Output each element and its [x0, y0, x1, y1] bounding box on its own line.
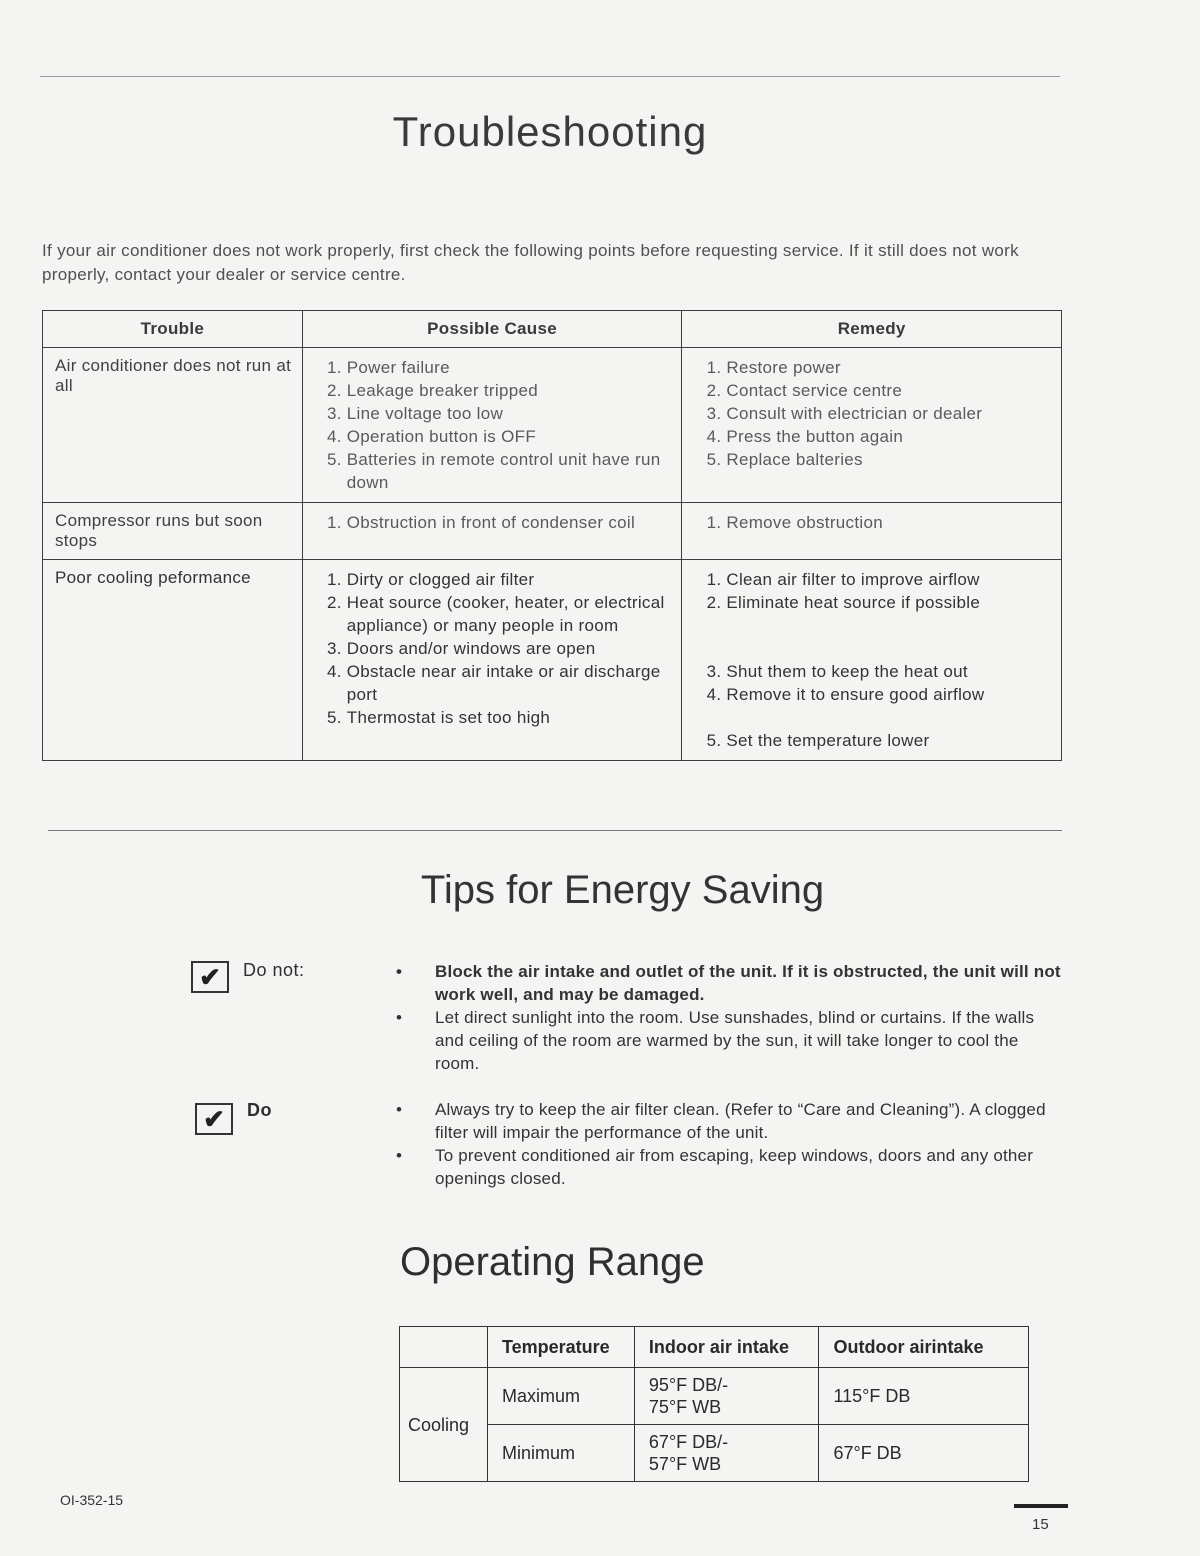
tip-text: To prevent conditioned air from escaping, keep windows, doors and any other openings closed. [435, 1146, 1034, 1188]
do-label: Do [247, 1100, 272, 1120]
cause-item: 3. Line voltage too low [347, 402, 672, 425]
bullet-icon: • [396, 962, 403, 981]
header-remedy: Remedy [682, 311, 1062, 348]
indoor-cell [634, 1425, 819, 1482]
indoor-value-line: 57°F WB [648, 1454, 722, 1474]
section-divider [48, 830, 1062, 831]
header-indoor: Indoor air intake [634, 1327, 819, 1368]
operating-range-table [399, 1326, 1029, 1482]
header-possible-cause: Possible Cause [302, 311, 682, 348]
remedy-item: 5. Replace balteries [726, 448, 1051, 471]
tip-text: Always try to keep the air filter clean. (Refer to “Care and Cleaning”). A clogged filter will impair the performance of the unit. [435, 1100, 1046, 1142]
indoor-value-line: 75°F WB [648, 1397, 722, 1417]
remedy-item: 4. Remove it to ensure good airflow [726, 683, 1051, 706]
cause-cell [302, 560, 682, 761]
table-row [43, 560, 1062, 761]
outdoor-cell: 115°F DB [819, 1368, 1029, 1425]
energy-title: Tips for Energy Saving [420, 868, 825, 912]
cause-item: 2. Leakage breaker tripped [347, 379, 672, 402]
list-item [392, 1098, 1062, 1144]
do-not-list [392, 960, 1062, 1075]
cause-item: 4. Obstacle near air intake or air discharge port [347, 660, 672, 706]
range-label-cell: Minimum [487, 1425, 634, 1482]
cause-cell [302, 348, 682, 503]
cause-item: 1. Power failure [347, 356, 672, 379]
range-label-cell: Maximum [487, 1368, 634, 1425]
indoor-cell [634, 1368, 819, 1425]
mode-cell: Cooling [400, 1368, 488, 1482]
table-row [43, 503, 1062, 560]
tip-text: Block the air intake and outlet of the unit. If it is obstructed, the unit will not work well, and may be damaged. [435, 962, 1061, 1004]
remedy-item: 2. Contact service centre [726, 379, 1051, 402]
bullet-icon: • [396, 1146, 403, 1165]
table-header-row [400, 1327, 1029, 1368]
operating-range-title: Operating Range [400, 1240, 705, 1284]
page-number-bar [1014, 1504, 1068, 1508]
remedy-item: 2. Eliminate heat source if possible [726, 591, 1051, 614]
outdoor-cell: 67°F DB [819, 1425, 1029, 1482]
document-number: OI-352-15 [60, 1492, 124, 1508]
bullet-icon: • [396, 1100, 403, 1119]
remedy-cell [682, 503, 1062, 560]
remedy-cell [682, 560, 1062, 761]
trouble-cell: Air conditioner does not run at all [43, 348, 303, 503]
header-temperature: Temperature [487, 1327, 634, 1368]
indoor-value-line: 95°F DB/- [648, 1375, 729, 1395]
remedy-item: 5. Set the temperature lower [726, 729, 1051, 752]
table-row [400, 1425, 1029, 1482]
do-list [392, 1098, 1062, 1190]
remedy-item: 1. Restore power [726, 356, 1051, 379]
cause-item: 5. Thermostat is set too high [347, 706, 672, 729]
remedy-cell [682, 348, 1062, 503]
cause-item: 5. Batteries in remote control unit have run down [347, 448, 672, 494]
header-trouble: Trouble [43, 311, 303, 348]
do-check-icon: ✔ [195, 1103, 233, 1135]
remedy-item: 4. Press the button again [726, 425, 1051, 448]
cause-item: 4. Operation button is OFF [347, 425, 672, 448]
do-not-check-icon: ✔ [191, 961, 229, 993]
cause-item: 2. Heat source (cooker, heater, or electrical appliance) or many people in room [347, 591, 672, 637]
table-row [400, 1368, 1029, 1425]
remedy-item: 1. Clean air filter to improve airflow [726, 568, 1051, 591]
page-number: 15 [1032, 1516, 1049, 1533]
troubleshooting-table [42, 310, 1062, 761]
cause-cell [302, 503, 682, 560]
do-not-label: Do not: [243, 960, 305, 980]
troubleshooting-title: Troubleshooting [392, 108, 708, 155]
empty-header [400, 1327, 488, 1368]
bullet-icon: • [396, 1008, 403, 1027]
cause-item: 3. Doors and/or windows are open [347, 637, 672, 660]
top-rule [40, 76, 1060, 77]
tip-text: Let direct sunlight into the room. Use sunshades, blind or curtains. If the walls and ceiling of the room are warmed by the sun, it will take longer to cool the room. [435, 1008, 1035, 1073]
remedy-item: 1. Remove obstruction [726, 511, 1051, 534]
cause-item: 1. Obstruction in front of condenser coil [347, 511, 672, 534]
cause-item: 1. Dirty or clogged air filter [347, 568, 672, 591]
header-outdoor: Outdoor airintake [819, 1327, 1029, 1368]
table-row [43, 348, 1062, 503]
list-item [392, 1006, 1062, 1075]
trouble-cell: Compressor runs but soon stops [43, 503, 303, 560]
remedy-item: 3. Consult with electrician or dealer [726, 402, 1051, 425]
remedy-item: 3. Shut them to keep the heat out [726, 660, 1051, 683]
troubleshooting-intro: If your air conditioner does not work properly, first check the following points before requesting service. If it still does not work properly, contact your dealer or service centre. [42, 241, 1019, 284]
table-header-row [43, 311, 1062, 348]
trouble-cell: Poor cooling peformance [43, 560, 303, 761]
indoor-value-line: 67°F DB/- [648, 1432, 729, 1452]
list-item [392, 960, 1062, 1006]
list-item [392, 1144, 1062, 1190]
